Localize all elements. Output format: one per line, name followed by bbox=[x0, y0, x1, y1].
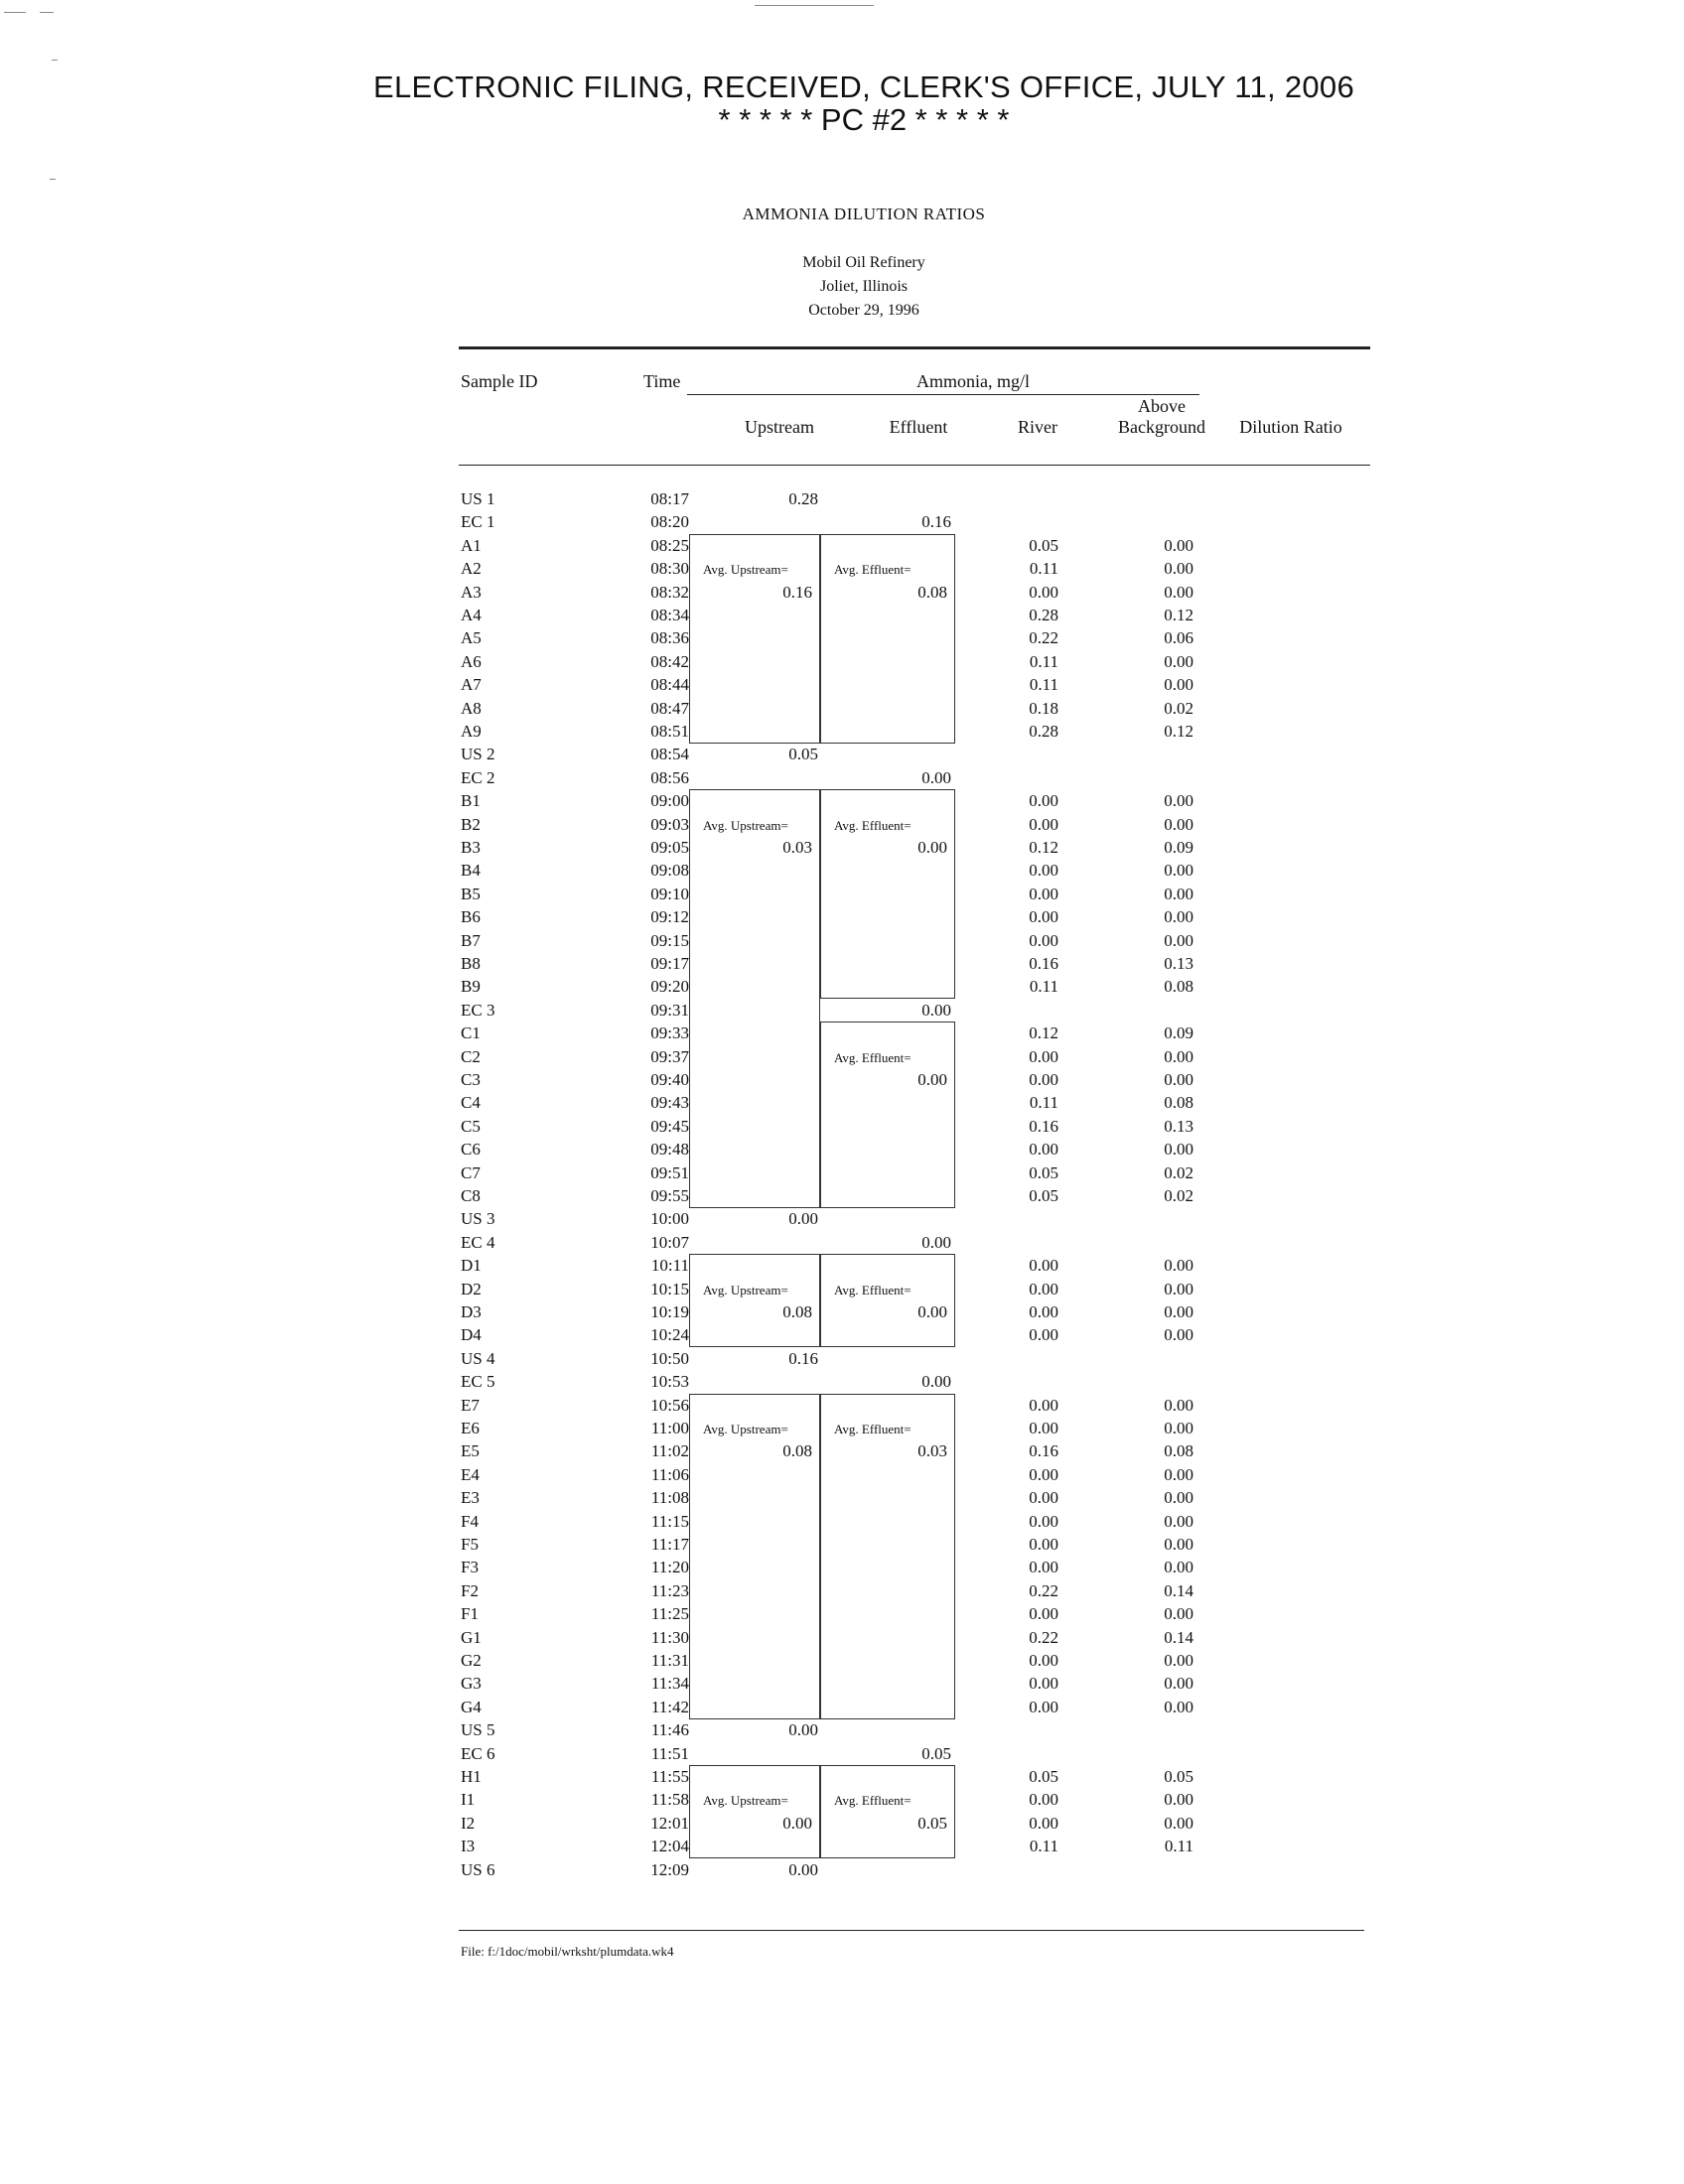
sample-id-cell: B3 bbox=[461, 838, 481, 857]
upstream-cell: 0.05 bbox=[788, 745, 818, 764]
above-background-cell: 0.00 bbox=[1164, 1813, 1193, 1833]
time-cell: 11:15 bbox=[650, 1511, 689, 1531]
sample-id-cell: E7 bbox=[461, 1395, 480, 1415]
effluent-cell: 0.00 bbox=[921, 1232, 951, 1252]
river-cell: 0.00 bbox=[1029, 814, 1058, 834]
col-dilution-ratio: Dilution Ratio bbox=[1239, 417, 1342, 437]
sample-id-cell: H1 bbox=[461, 1767, 482, 1786]
above-background-cell: 0.00 bbox=[1164, 1604, 1193, 1624]
sample-id-cell: US 6 bbox=[461, 1859, 495, 1879]
filing-stamp: ELECTRONIC FILING, RECEIVED, CLERK'S OFFICE, JULY 11, 2006 bbox=[372, 69, 1355, 104]
river-cell: 0.00 bbox=[1029, 1697, 1058, 1716]
upstream-average-label: Avg. Upstream= bbox=[703, 562, 788, 578]
sample-id-cell: C2 bbox=[461, 1046, 481, 1066]
sample-id-cell: E5 bbox=[461, 1441, 480, 1461]
col-time: Time bbox=[643, 371, 681, 391]
river-cell: 0.00 bbox=[1029, 1070, 1058, 1089]
river-cell: 0.00 bbox=[1029, 1140, 1058, 1160]
river-cell: 0.00 bbox=[1029, 1464, 1058, 1484]
above-background-cell: 0.00 bbox=[1164, 1464, 1193, 1484]
time-cell: 08:56 bbox=[650, 767, 689, 787]
river-cell: 0.28 bbox=[1029, 722, 1058, 741]
river-cell: 0.00 bbox=[1029, 930, 1058, 950]
sample-id-cell: D3 bbox=[461, 1302, 482, 1321]
time-cell: 08:34 bbox=[650, 606, 689, 624]
above-background-cell: 0.11 bbox=[1164, 1837, 1193, 1856]
above-background-cell: 0.00 bbox=[1164, 1697, 1193, 1716]
effluent-cell: 0.00 bbox=[921, 767, 951, 787]
above-background-cell: 0.14 bbox=[1164, 1580, 1193, 1600]
time-cell: 11:23 bbox=[650, 1580, 689, 1600]
time-cell: 11:00 bbox=[650, 1419, 689, 1437]
time-cell: 11:30 bbox=[650, 1627, 689, 1647]
time-cell: 08:54 bbox=[650, 745, 689, 764]
effluent-average-value: 0.00 bbox=[917, 838, 947, 857]
time-cell: 09:08 bbox=[650, 861, 689, 881]
sample-id-cell: I1 bbox=[461, 1790, 476, 1810]
time-cell: 09:10 bbox=[650, 884, 689, 903]
time-cell: 10:11 bbox=[650, 1256, 689, 1276]
time-cell: 09:15 bbox=[650, 930, 689, 950]
above-background-cell: 0.08 bbox=[1164, 1441, 1193, 1461]
facility-location: Joliet, Illinois bbox=[820, 278, 908, 295]
report-title: AMMONIA DILUTION RATIOS bbox=[742, 205, 986, 223]
river-cell: 0.00 bbox=[1029, 1790, 1058, 1810]
time-cell: 09:05 bbox=[650, 838, 689, 857]
river-cell: 0.00 bbox=[1029, 1511, 1058, 1531]
above-background-cell: 0.00 bbox=[1164, 1651, 1193, 1670]
sample-id-cell: F2 bbox=[461, 1580, 479, 1600]
effluent-average-label: Avg. Effluent= bbox=[834, 817, 912, 833]
sample-id-cell: D2 bbox=[461, 1279, 482, 1298]
above-background-cell: 0.00 bbox=[1164, 1279, 1193, 1298]
time-cell: 09:48 bbox=[650, 1140, 689, 1160]
river-cell: 0.00 bbox=[1029, 884, 1058, 903]
above-background-cell: 0.02 bbox=[1164, 1162, 1193, 1182]
above-background-cell: 0.09 bbox=[1164, 838, 1193, 857]
sample-id-cell: A3 bbox=[461, 582, 482, 602]
time-cell: 09:43 bbox=[650, 1093, 689, 1113]
above-background-cell: 0.00 bbox=[1164, 582, 1193, 602]
river-cell: 0.11 bbox=[1029, 1093, 1058, 1113]
river-cell: 0.28 bbox=[1029, 606, 1058, 624]
effluent-average-label: Avg. Effluent= bbox=[834, 1049, 912, 1065]
above-background-cell: 0.00 bbox=[1164, 1674, 1193, 1694]
time-cell: 11:25 bbox=[650, 1604, 689, 1624]
sample-id-cell: G1 bbox=[461, 1627, 482, 1647]
river-cell: 0.00 bbox=[1029, 582, 1058, 602]
time-cell: 08:30 bbox=[650, 559, 689, 579]
sample-id-cell: C8 bbox=[461, 1186, 481, 1205]
time-cell: 11:55 bbox=[650, 1767, 689, 1786]
above-background-cell: 0.08 bbox=[1164, 977, 1193, 997]
river-cell: 0.05 bbox=[1029, 535, 1058, 555]
time-cell: 10:00 bbox=[650, 1209, 689, 1229]
time-cell: 11:20 bbox=[650, 1558, 689, 1577]
sample-id-cell: A6 bbox=[461, 651, 482, 671]
river-cell: 0.00 bbox=[1029, 861, 1058, 881]
above-background-cell: 0.13 bbox=[1164, 1116, 1193, 1136]
above-background-cell: 0.14 bbox=[1164, 1627, 1193, 1647]
above-background-cell: 0.00 bbox=[1164, 907, 1193, 927]
sample-id-cell: E4 bbox=[461, 1464, 480, 1484]
sample-id-cell: US 3 bbox=[461, 1209, 495, 1229]
sample-id-cell: C5 bbox=[461, 1116, 481, 1136]
time-cell: 10:53 bbox=[650, 1372, 689, 1392]
river-cell: 0.00 bbox=[1029, 1046, 1058, 1066]
river-cell: 0.22 bbox=[1029, 1627, 1058, 1647]
time-cell: 11:08 bbox=[650, 1488, 689, 1508]
effluent-average-label: Avg. Effluent= bbox=[834, 1282, 912, 1297]
river-cell: 0.00 bbox=[1029, 1535, 1058, 1554]
sample-id-cell: US 4 bbox=[461, 1348, 495, 1368]
time-cell: 12:09 bbox=[650, 1859, 689, 1879]
sample-id-cell: EC 6 bbox=[461, 1743, 495, 1763]
sample-id-cell: C6 bbox=[461, 1140, 481, 1160]
upstream-cell: 0.00 bbox=[788, 1859, 818, 1879]
time-cell: 08:42 bbox=[650, 651, 689, 671]
sample-id-cell: G3 bbox=[461, 1674, 482, 1694]
river-cell: 0.00 bbox=[1029, 1279, 1058, 1298]
sample-id-cell: EC 4 bbox=[461, 1232, 495, 1252]
river-cell: 0.22 bbox=[1029, 628, 1058, 648]
time-cell: 10:50 bbox=[650, 1348, 689, 1368]
time-cell: 10:24 bbox=[650, 1325, 689, 1345]
sample-id-cell: E6 bbox=[461, 1419, 480, 1437]
time-cell: 11:58 bbox=[650, 1790, 689, 1810]
effluent-cell: 0.05 bbox=[921, 1743, 951, 1763]
sample-id-cell: A7 bbox=[461, 675, 482, 695]
effluent-cell: 0.00 bbox=[921, 1000, 951, 1020]
above-background-cell: 0.00 bbox=[1164, 884, 1193, 903]
above-background-cell: 0.00 bbox=[1164, 930, 1193, 950]
above-background-cell: 0.00 bbox=[1164, 1488, 1193, 1508]
sample-id-cell: F4 bbox=[461, 1511, 479, 1531]
time-cell: 09:17 bbox=[650, 954, 689, 973]
sample-id-cell: B6 bbox=[461, 907, 481, 927]
above-background-cell: 0.00 bbox=[1164, 651, 1193, 671]
table-bottom-rule bbox=[459, 1930, 1364, 1931]
col-ammonia-group: Ammonia, mg/l bbox=[916, 371, 1030, 391]
river-cell: 0.00 bbox=[1029, 1256, 1058, 1276]
col-effluent: Effluent bbox=[889, 417, 948, 437]
sample-id-cell: A1 bbox=[461, 535, 482, 555]
upstream-average-bracket bbox=[689, 1254, 820, 1347]
above-background-cell: 0.00 bbox=[1164, 1140, 1193, 1160]
river-cell: 0.16 bbox=[1029, 1441, 1058, 1461]
sample-id-cell: B1 bbox=[461, 791, 481, 811]
effluent-average-bracket bbox=[820, 1254, 955, 1347]
sample-id-cell: E3 bbox=[461, 1488, 480, 1508]
upstream-average-value: 0.08 bbox=[782, 1441, 812, 1461]
time-cell: 08:36 bbox=[650, 628, 689, 648]
sample-id-cell: D4 bbox=[461, 1325, 482, 1345]
time-cell: 12:04 bbox=[650, 1837, 689, 1856]
above-background-cell: 0.00 bbox=[1164, 861, 1193, 881]
river-cell: 0.00 bbox=[1029, 1302, 1058, 1321]
sample-id-cell: US 2 bbox=[461, 745, 495, 764]
sample-id-cell: A4 bbox=[461, 606, 482, 624]
time-cell: 10:56 bbox=[650, 1395, 689, 1415]
above-background-cell: 0.00 bbox=[1164, 1325, 1193, 1345]
sample-id-cell: B7 bbox=[461, 930, 481, 950]
effluent-average-label: Avg. Effluent= bbox=[834, 1422, 912, 1436]
upstream-average-value: 0.03 bbox=[782, 838, 812, 857]
above-background-cell: 0.00 bbox=[1164, 1535, 1193, 1554]
effluent-average-label: Avg. Effluent= bbox=[834, 562, 912, 578]
effluent-average-value: 0.00 bbox=[917, 1302, 947, 1321]
river-cell: 0.22 bbox=[1029, 1580, 1058, 1600]
river-cell: 0.16 bbox=[1029, 1116, 1058, 1136]
river-cell: 0.05 bbox=[1029, 1162, 1058, 1182]
river-cell: 0.00 bbox=[1029, 1604, 1058, 1624]
time-cell: 08:32 bbox=[650, 582, 689, 602]
effluent-cell: 0.16 bbox=[921, 512, 951, 532]
upstream-average-value: 0.00 bbox=[782, 1813, 812, 1833]
river-cell: 0.18 bbox=[1029, 698, 1058, 718]
effluent-average-bracket bbox=[820, 1765, 955, 1858]
col-river: River bbox=[1018, 417, 1057, 437]
river-cell: 0.11 bbox=[1029, 651, 1058, 671]
river-cell: 0.12 bbox=[1029, 838, 1058, 857]
time-cell: 11:06 bbox=[650, 1464, 689, 1484]
time-cell: 11:51 bbox=[650, 1743, 689, 1763]
time-cell: 09:03 bbox=[650, 814, 689, 834]
time-cell: 09:00 bbox=[650, 791, 689, 811]
sample-id-cell: G4 bbox=[461, 1697, 482, 1716]
above-background-cell: 0.00 bbox=[1164, 1046, 1193, 1066]
river-cell: 0.00 bbox=[1029, 1395, 1058, 1415]
upstream-average-label: Avg. Upstream= bbox=[703, 1282, 788, 1297]
time-cell: 11:42 bbox=[650, 1697, 689, 1716]
time-cell: 08:44 bbox=[650, 675, 689, 695]
above-background-cell: 0.12 bbox=[1164, 722, 1193, 741]
time-cell: 10:07 bbox=[650, 1232, 689, 1252]
river-cell: 0.11 bbox=[1029, 977, 1058, 997]
sample-id-cell: F1 bbox=[461, 1604, 479, 1624]
above-background-cell: 0.08 bbox=[1164, 1093, 1193, 1113]
above-background-cell: 0.00 bbox=[1164, 535, 1193, 555]
time-cell: 09:40 bbox=[650, 1070, 689, 1089]
above-background-cell: 0.00 bbox=[1164, 1419, 1193, 1437]
time-cell: 08:20 bbox=[650, 512, 689, 532]
sample-id-cell: C1 bbox=[461, 1024, 481, 1043]
above-background-cell: 0.00 bbox=[1164, 1070, 1193, 1089]
effluent-average-value: 0.03 bbox=[917, 1441, 947, 1461]
sample-id-cell: B2 bbox=[461, 814, 481, 834]
upstream-average-label: Avg. Upstream= bbox=[703, 1422, 788, 1436]
time-cell: 11:17 bbox=[650, 1535, 689, 1554]
time-cell: 11:46 bbox=[650, 1720, 689, 1740]
time-cell: 09:20 bbox=[650, 977, 689, 997]
river-cell: 0.12 bbox=[1029, 1024, 1058, 1043]
effluent-average-value: 0.05 bbox=[917, 1813, 947, 1833]
upstream-average-label: Avg. Upstream= bbox=[703, 817, 788, 833]
effluent-average-value: 0.00 bbox=[917, 1070, 947, 1089]
sample-id-cell: I2 bbox=[461, 1813, 476, 1833]
sample-id-cell: D1 bbox=[461, 1256, 482, 1276]
upstream-average-value: 0.08 bbox=[782, 1302, 812, 1321]
facility-name: Mobil Oil Refinery bbox=[802, 254, 925, 271]
sample-id-cell: US 1 bbox=[461, 489, 495, 508]
time-cell: 09:55 bbox=[650, 1186, 689, 1205]
above-background-cell: 0.00 bbox=[1164, 675, 1193, 695]
file-path: File: f:/1doc/mobil/wrksht/plumdata.wk4 bbox=[461, 1944, 674, 1959]
effluent-cell: 0.00 bbox=[921, 1372, 951, 1392]
above-background-cell: 0.05 bbox=[1164, 1767, 1193, 1786]
upstream-cell: 0.00 bbox=[788, 1720, 818, 1740]
river-cell: 0.11 bbox=[1029, 559, 1058, 579]
above-background-cell: 0.00 bbox=[1164, 1511, 1193, 1531]
sample-id-cell: B9 bbox=[461, 977, 481, 997]
river-cell: 0.16 bbox=[1029, 954, 1058, 973]
river-cell: 0.05 bbox=[1029, 1186, 1058, 1205]
time-cell: 09:45 bbox=[650, 1116, 689, 1136]
sample-id-cell: EC 2 bbox=[461, 767, 495, 787]
time-cell: 08:47 bbox=[650, 698, 689, 718]
river-cell: 0.11 bbox=[1029, 1837, 1058, 1856]
river-cell: 0.11 bbox=[1029, 675, 1058, 695]
time-cell: 09:12 bbox=[650, 907, 689, 927]
river-cell: 0.00 bbox=[1029, 791, 1058, 811]
time-cell: 10:19 bbox=[650, 1302, 689, 1321]
upstream-average-label: Avg. Upstream= bbox=[703, 1793, 788, 1809]
sample-id-cell: G2 bbox=[461, 1651, 482, 1670]
above-background-cell: 0.00 bbox=[1164, 1395, 1193, 1415]
sample-id-cell: C3 bbox=[461, 1070, 481, 1089]
above-background-cell: 0.06 bbox=[1164, 628, 1193, 648]
upstream-average-bracket bbox=[689, 1765, 820, 1858]
time-cell: 08:17 bbox=[650, 489, 689, 508]
sample-id-cell: A5 bbox=[461, 628, 482, 648]
time-cell: 08:25 bbox=[650, 535, 689, 555]
river-cell: 0.00 bbox=[1029, 1419, 1058, 1437]
sample-id-cell: EC 5 bbox=[461, 1372, 495, 1392]
time-cell: 11:34 bbox=[650, 1674, 689, 1694]
sample-id-cell: A9 bbox=[461, 722, 482, 741]
above-background-cell: 0.00 bbox=[1164, 791, 1193, 811]
above-background-cell: 0.00 bbox=[1164, 1302, 1193, 1321]
river-cell: 0.00 bbox=[1029, 1813, 1058, 1833]
time-cell: 11:02 bbox=[650, 1441, 689, 1461]
sample-id-cell: A8 bbox=[461, 698, 482, 718]
pc-number-line: * * * * * PC #2 * * * * * bbox=[718, 102, 1010, 137]
col-above: Above bbox=[1138, 396, 1186, 416]
river-cell: 0.00 bbox=[1029, 1651, 1058, 1670]
effluent-average-value: 0.08 bbox=[917, 582, 947, 602]
above-background-cell: 0.00 bbox=[1164, 814, 1193, 834]
sample-id-cell: EC 1 bbox=[461, 512, 495, 532]
time-cell: 08:51 bbox=[650, 722, 689, 741]
above-background-cell: 0.00 bbox=[1164, 1256, 1193, 1276]
above-background-cell: 0.02 bbox=[1164, 1186, 1193, 1205]
col-sample-id: Sample ID bbox=[461, 371, 538, 391]
river-cell: 0.00 bbox=[1029, 907, 1058, 927]
sample-id-cell: C4 bbox=[461, 1093, 481, 1113]
above-background-cell: 0.00 bbox=[1164, 1790, 1193, 1810]
river-cell: 0.00 bbox=[1029, 1558, 1058, 1577]
river-cell: 0.05 bbox=[1029, 1767, 1058, 1786]
above-background-cell: 0.00 bbox=[1164, 1558, 1193, 1577]
time-cell: 10:15 bbox=[650, 1279, 689, 1298]
above-background-cell: 0.00 bbox=[1164, 559, 1193, 579]
river-cell: 0.00 bbox=[1029, 1488, 1058, 1508]
report-date: October 29, 1996 bbox=[808, 302, 919, 319]
time-cell: 09:31 bbox=[650, 1000, 689, 1020]
upstream-average-value: 0.16 bbox=[782, 582, 812, 602]
sample-id-cell: B5 bbox=[461, 884, 481, 903]
time-cell: 09:51 bbox=[650, 1162, 689, 1182]
above-background-cell: 0.02 bbox=[1164, 698, 1193, 718]
above-background-cell: 0.09 bbox=[1164, 1024, 1193, 1043]
sample-id-cell: EC 3 bbox=[461, 1000, 495, 1020]
river-cell: 0.00 bbox=[1029, 1325, 1058, 1345]
above-background-cell: 0.13 bbox=[1164, 954, 1193, 973]
sample-id-cell: B4 bbox=[461, 861, 481, 881]
sample-id-cell: A2 bbox=[461, 559, 482, 579]
sample-id-cell: B8 bbox=[461, 954, 481, 973]
time-cell: 12:01 bbox=[650, 1813, 689, 1833]
above-background-cell: 0.12 bbox=[1164, 606, 1193, 624]
sample-id-cell: F5 bbox=[461, 1535, 479, 1554]
sample-id-cell: C7 bbox=[461, 1162, 481, 1182]
col-upstream: Upstream bbox=[745, 417, 814, 437]
sample-id-cell: I3 bbox=[461, 1837, 476, 1856]
upstream-cell: 0.28 bbox=[788, 489, 818, 508]
sample-id-cell: US 5 bbox=[461, 1720, 495, 1740]
time-cell: 09:33 bbox=[650, 1024, 689, 1043]
upstream-cell: 0.16 bbox=[788, 1348, 818, 1368]
effluent-average-label: Avg. Effluent= bbox=[834, 1793, 912, 1809]
river-cell: 0.00 bbox=[1029, 1674, 1058, 1694]
upstream-cell: 0.00 bbox=[788, 1209, 818, 1229]
time-cell: 11:31 bbox=[650, 1651, 689, 1670]
col-background: Background bbox=[1118, 417, 1205, 437]
sample-id-cell: F3 bbox=[461, 1558, 479, 1577]
time-cell: 09:37 bbox=[650, 1046, 689, 1066]
